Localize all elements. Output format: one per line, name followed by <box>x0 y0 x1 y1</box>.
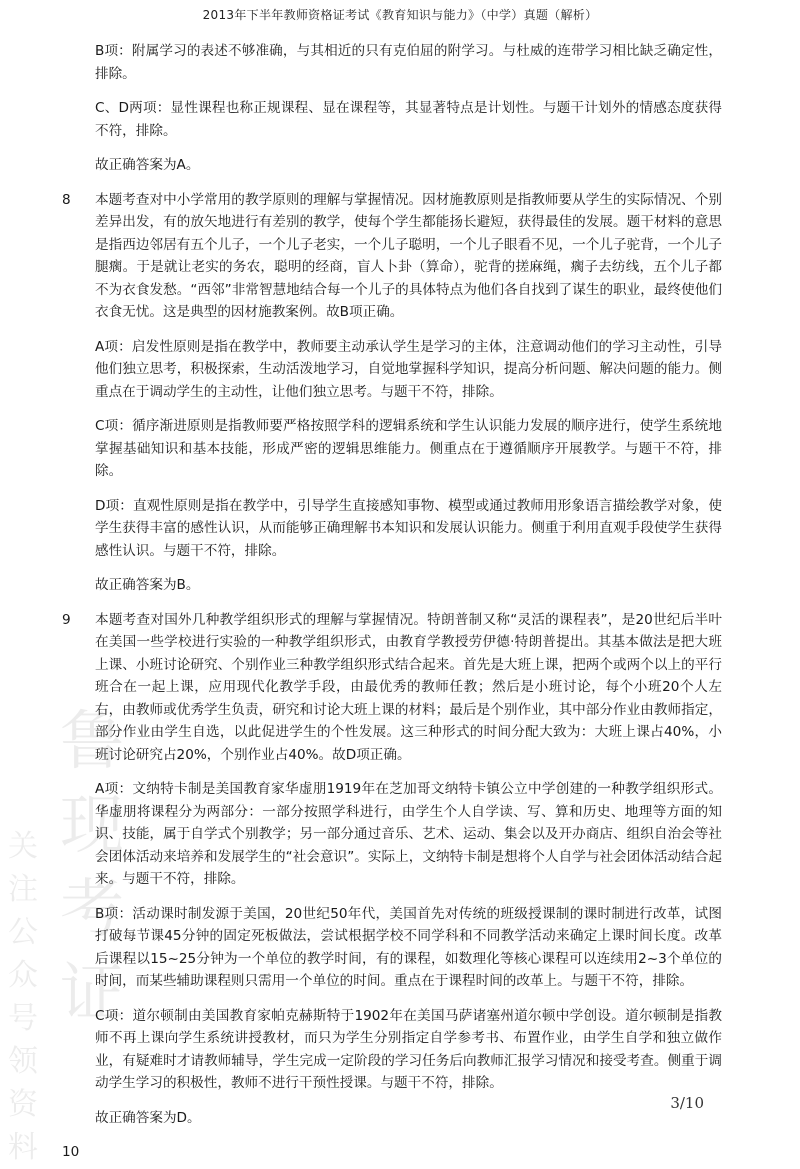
q9-answer: 故正确答案为D。 <box>95 1109 201 1126</box>
q8-option-a: A项：启发性原则是指在教学中，教师要主动承认学生是学习的主体，注意调动他们的学习主动性，引导他们独立思考，积极探索，生动活泼地学习，自觉地掌握科学知识，提高分析问题、解决问题的能力。侧重点在于调动学生的主动性，让他们独立思考。与题干不符，排除。 <box>95 338 722 400</box>
question-number: 10 <box>62 1144 80 1160</box>
question-10 <box>62 1141 722 1164</box>
watermark-large: 鲁现考证 <box>60 705 124 1031</box>
q9-option-b: B项：活动课时制发源于美国，20世纪50年代，美国首先对传统的班级授课制的课时制进行改革，试图打破每节课45分钟的固定死板做法，尝试根据学校不同学科和不同教学活动来确定上课时间长度。改革后课程以15~25分钟为一个单位的教学时间，有的课程，如数理化等核心课程可以连续用2~3个单位的时间，而某些辅助课程则只需用一个单位的时间。重点在于课程时间的改革上。与题干不符，排除。 <box>95 905 722 989</box>
page-number: 3/10 <box>670 1094 704 1112</box>
question-9 <box>62 609 722 767</box>
option-cd-explanation-q7: C、D两项：显性课程也称正规课程、显在课程等，其显著特点是计划性。与题干计划外的情感态度获得不符，排除。 <box>95 100 722 139</box>
watermark-side: 关注公众号领资料 <box>8 829 38 1165</box>
question-9-analysis: 本题考查对国外几种教学组织形式的理解与掌握情况。特朗普制又称“灵活的课程表”，是20世纪后半叶在美国一些学校进行实验的一种教学组织形式，由教育学教授劳伊德·特朗普提出。其基本做法是把大班上课、小班讨论研究、个别作业三种教学组织形式结合起来。首先是大班上课，把两个或两个以上的平行班合在一起上课，应用现代化教学手段，由最优秀的教师任教；然后是小班讨论，每个小班20个人左右，由教师或优秀学生负责，研究和讨论大班上课的材料；最后是个别作业，其中部分作业由教师指定，部分作业由学生自选，以此促进学生的个性发展。这三种形式的时间分配大致为：大班上课占40%，小班讨论研究占20%，个别作业占40%。故D项正确。 <box>95 611 722 763</box>
q8-option-d: D项：直观性原则是指在教学中，引导学生直接感知事物、模型或通过教师用形象语言描绘教学对象，使学生获得丰富的感性认识，从而能够正确理解书本知识和发展认识能力。侧重于利用直观手段使学生获得感性认识。与题干不符，排除。 <box>95 497 722 559</box>
option-b-explanation-q7: B项：附属学习的表述不够准确，与其相近的只有克伯屈的附学习。与杜威的连带学习相比缺乏确定性，排除。 <box>95 43 722 82</box>
question-8 <box>62 189 722 324</box>
answer-q7: 故正确答案为A。 <box>95 157 200 173</box>
question-8-analysis: 本题考查对中小学常用的教学原则的理解与掌握情况。因材施教原则是指教师要从学生的实际情况、个别差异出发，有的放矢地进行有差别的教学，使每个学生都能扬长避短，获得最佳的发展。题干材料的意思是指西边邻居有五个儿子，一个儿子老实，一个儿子聪明，一个儿子眼看不见，一个儿子驼背，一个儿子腿瘸。于是就让老实的务农，聪明的经商，盲人卜卦（算命），驼背的搓麻绳，瘸子去纺线，五个儿子都不为衣食发愁。“西邻”非常智慧地结合每一个儿子的具体特点为他们各自找到了谋生的职业，最终使他们衣食无忧。这是典型的因材施教案例。故B项正确。 <box>95 191 722 320</box>
q9-option-a: A项：文纳特卡制是美国教育家华虚朋1919年在芝加哥文纳特卡镇公立中学创建的一种教学组织形式。华虚朋将课程分为两部分：一部分按照学科进行，由学生个人自学读、写、算和历史、地理等方面的知识、技能，属于自学式个别教学；另一部分通过音乐、艺术、运动、集会以及开办商店、组织自治会等社会团体活动来培养和发展学生的“社会意识”。实际上，文纳特卡制是想将个人自学与社会团体活动结合起来。与题干不符，排除。 <box>95 781 722 887</box>
q8-answer: 故正确答案为B。 <box>95 577 200 593</box>
q9-option-c: C项：道尔顿制由美国教育家帕克赫斯特于1902年在美国马萨诸塞州道尔顿中学创设。道尔顿制是指教师不再上课向学生系统讲授教材，而只为学生分别指定自学参考书、布置作业，由学生自学和独立做作业，有疑难时才请教师辅导，学生完成一定阶段的学习任务后向教师汇报学习情况和接受考查。侧重于调动学生学习的积极性，教师不进行干预性授课。与题干不符，排除。 <box>95 1007 722 1091</box>
page-header: 2013年下半年教师资格证考试《教育知识与能力》（中学）真题（解析） <box>202 8 598 22</box>
q8-option-c: C项：循序渐进原则是指教师要严格按照学科的逻辑系统和学生认识能力发展的顺序进行，使学生系统地掌握基础知识和基本技能，形成严密的逻辑思维能力。侧重点在于遵循顺序开展教学。与题干不符，排除。 <box>95 418 722 479</box>
document-body <box>62 40 722 1164</box>
question-number: 9 <box>62 611 71 628</box>
question-number: 8 <box>62 191 71 208</box>
